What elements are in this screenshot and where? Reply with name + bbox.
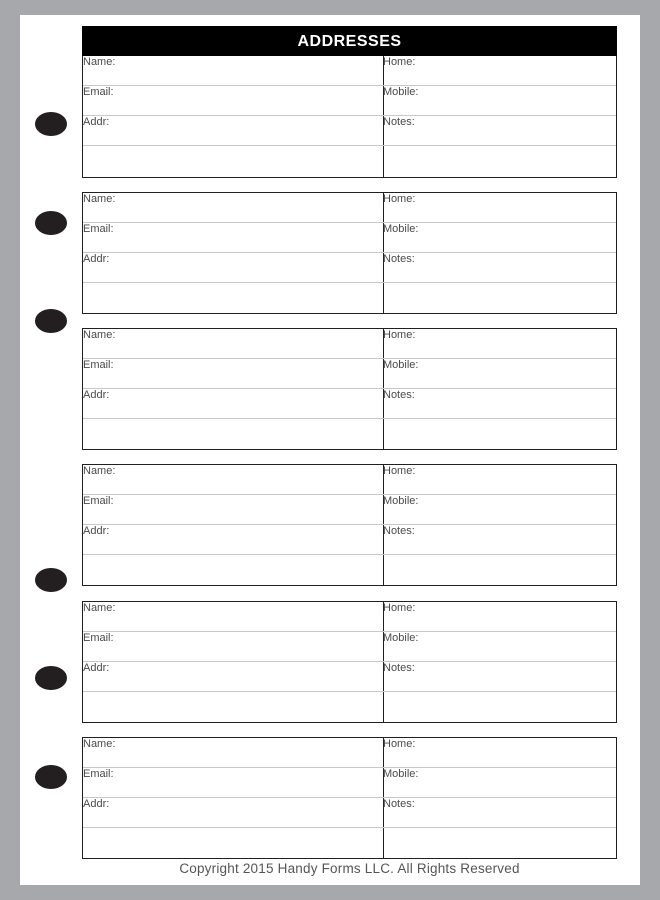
- form-row: [83, 738, 616, 768]
- email-label: Email:: [83, 768, 114, 780]
- copyright-footer: Copyright 2015 Handy Forms LLC. All Rights Reserved: [179, 861, 520, 876]
- binder-hole: [35, 112, 67, 136]
- home-label: Home:: [383, 738, 416, 750]
- name-label: Name:: [83, 56, 116, 68]
- notes-label: Notes:: [383, 253, 415, 265]
- binder-hole: [35, 666, 67, 690]
- notes-label: Notes:: [383, 116, 415, 128]
- name-label: Name:: [83, 193, 116, 205]
- form-row: [83, 602, 616, 632]
- form-row: [83, 525, 616, 555]
- address-block: [82, 192, 617, 314]
- notes-label: Notes:: [383, 525, 415, 537]
- address-block: [82, 601, 617, 723]
- address-block: [82, 56, 617, 178]
- mobile-label: Mobile:: [383, 495, 419, 507]
- notes-label: Notes:: [383, 389, 415, 401]
- binder-hole: [35, 568, 67, 592]
- name-label: Name:: [83, 738, 116, 750]
- binder-hole: [35, 765, 67, 789]
- form-row: [83, 632, 616, 662]
- form-row: [83, 56, 616, 86]
- email-label: Email:: [83, 359, 114, 371]
- home-label: Home:: [383, 465, 416, 477]
- form-row: [83, 555, 616, 585]
- address-block: [82, 737, 617, 859]
- form-row: [83, 662, 616, 692]
- binder-hole: [35, 309, 67, 333]
- address-block: [82, 464, 617, 586]
- binder-hole: [35, 211, 67, 235]
- form-row: [83, 828, 616, 858]
- addr-label: Addr:: [83, 525, 110, 537]
- form-row: [83, 329, 616, 359]
- addr-label: Addr:: [83, 116, 110, 128]
- home-label: Home:: [383, 56, 416, 68]
- email-label: Email:: [83, 223, 114, 235]
- name-label: Name:: [83, 329, 116, 341]
- form-row: [83, 495, 616, 525]
- email-label: Email:: [83, 86, 114, 98]
- form-row: [83, 193, 616, 223]
- form-row: [83, 86, 616, 116]
- notes-label: Notes:: [383, 662, 415, 674]
- form-row: [83, 419, 616, 449]
- mobile-label: Mobile:: [383, 223, 419, 235]
- addr-label: Addr:: [83, 662, 110, 674]
- form-row: [83, 253, 616, 283]
- form-row: [83, 116, 616, 146]
- home-label: Home:: [383, 602, 416, 614]
- form-row: [83, 146, 616, 176]
- mobile-label: Mobile:: [383, 359, 419, 371]
- address-block: [82, 328, 617, 450]
- name-label: Name:: [83, 602, 116, 614]
- home-label: Home:: [383, 193, 416, 205]
- form-row: [83, 798, 616, 828]
- mobile-label: Mobile:: [383, 86, 419, 98]
- notes-label: Notes:: [383, 798, 415, 810]
- form-row: [83, 389, 616, 419]
- addr-label: Addr:: [83, 253, 110, 265]
- form-row: [83, 692, 616, 722]
- mobile-label: Mobile:: [383, 632, 419, 644]
- addr-label: Addr:: [83, 389, 110, 401]
- addr-label: Addr:: [83, 798, 110, 810]
- page-title: ADDRESSES: [82, 26, 617, 56]
- mobile-label: Mobile:: [383, 768, 419, 780]
- form-row: [83, 283, 616, 313]
- name-label: Name:: [83, 465, 116, 477]
- form-row: [83, 768, 616, 798]
- form-row: [83, 223, 616, 253]
- form-row: [83, 359, 616, 389]
- email-label: Email:: [83, 495, 114, 507]
- form-row: [83, 465, 616, 495]
- home-label: Home:: [383, 329, 416, 341]
- email-label: Email:: [83, 632, 114, 644]
